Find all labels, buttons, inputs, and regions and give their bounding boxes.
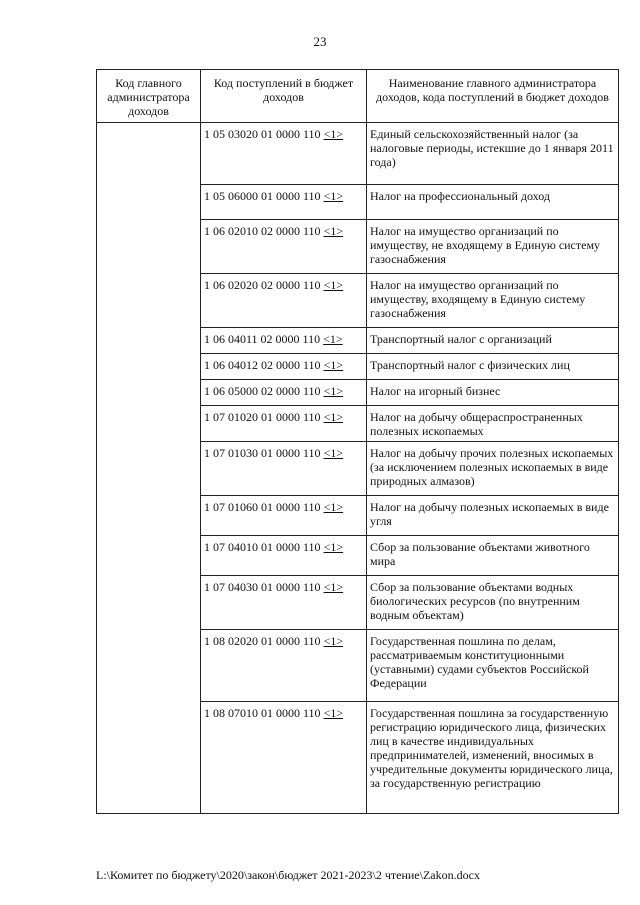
revenue-name-cell: Налог на имущество организаций по имуществу, входящему в Единую систему газоснабжения [367, 274, 619, 328]
revenue-name-cell: Налог на добычу полезных ископаемых в виде угля [367, 496, 619, 536]
revenue-code: 1 06 02010 02 0000 110 [204, 224, 321, 238]
footnote-ref-link[interactable]: <1> [323, 189, 344, 203]
revenue-name-cell: Налог на добычу прочих полезных ископаемых (за исключением полезных ископаемых в виде природных алмазов) [367, 442, 619, 496]
revenue-name-cell: Сбор за пользование объектами животного мира [367, 536, 619, 576]
table-body [97, 123, 619, 814]
revenue-name-cell: Единый сельскохозяйственный налог (за налоговые периоды, истекшие до 1 января 2011 года) [367, 123, 619, 185]
revenue-code-cell [201, 220, 367, 274]
revenue-code: 1 06 02020 02 0000 110 [204, 278, 321, 292]
footnote-ref-link[interactable]: <1> [323, 500, 344, 514]
footnote-ref-link[interactable]: <1> [323, 446, 344, 460]
revenue-code: 1 06 04011 02 0000 110 [204, 332, 321, 346]
revenue-code-cell [201, 702, 367, 814]
revenue-code-cell [201, 328, 367, 354]
footnote-ref-link[interactable]: <1> [323, 410, 344, 424]
revenue-code: 1 08 07010 01 0000 110 [204, 706, 321, 720]
revenue-code: 1 06 04012 02 0000 110 [204, 358, 321, 372]
revenue-code-cell [201, 185, 367, 220]
revenue-name-cell: Налог на имущество организаций по имуществу, не входящему в Единую систему газоснабжения [367, 220, 619, 274]
page-number: 23 [313, 34, 327, 49]
revenue-code: 1 08 02020 01 0000 110 [204, 634, 321, 648]
admin-code-cell [97, 123, 201, 814]
revenue-code-cell [201, 354, 367, 380]
footnote-ref-link[interactable]: <1> [323, 706, 344, 720]
revenue-code-cell [201, 123, 367, 185]
revenue-name-cell: Налог на профессиональный доход [367, 185, 619, 220]
revenue-code-cell [201, 630, 367, 702]
revenue-code: 1 07 01020 01 0000 110 [204, 410, 321, 424]
footnote-ref-link[interactable]: <1> [323, 634, 344, 648]
revenue-name-cell: Налог на добычу общераспространенных полезных ископаемых [367, 406, 619, 442]
document-path: L:\Комитет по бюджету\2020\закон\бюджет 2021-2023\2 чтение\Zakon.docx [96, 868, 480, 882]
revenue-name-cell: Транспортный налог с физических лиц [367, 354, 619, 380]
revenue-code-cell [201, 442, 367, 496]
revenue-name-cell: Налог на игорный бизнес [367, 380, 619, 406]
table-row [97, 123, 619, 185]
revenue-code: 1 07 04030 01 0000 110 [204, 580, 321, 594]
footnote-ref-link[interactable]: <1> [323, 540, 344, 554]
revenue-codes-table [96, 69, 619, 814]
footnote-ref-link[interactable]: <1> [323, 127, 344, 141]
revenue-code-cell [201, 576, 367, 630]
footnote-ref-link[interactable]: <1> [323, 358, 344, 372]
revenue-code-cell [201, 406, 367, 442]
header-admin-code: Код главного администратора доходов [97, 70, 201, 123]
table-header-row [97, 70, 619, 123]
revenue-code-cell [201, 380, 367, 406]
revenue-name-cell: Сбор за пользование объектами водных биологических ресурсов (по внутренним водным объектам) [367, 576, 619, 630]
revenue-code-cell [201, 536, 367, 576]
revenue-code: 1 05 03020 01 0000 110 [204, 127, 321, 141]
revenue-code: 1 07 01060 01 0000 110 [204, 500, 321, 514]
revenue-name-cell: Транспортный налог с организаций [367, 328, 619, 354]
revenue-code: 1 05 06000 01 0000 110 [204, 189, 321, 203]
footnote-ref-link[interactable]: <1> [323, 384, 344, 398]
revenue-name-cell: Государственная пошлина по делам, рассматриваемым конституционными (уставными) судами субъектов Российской Федерации [367, 630, 619, 702]
revenue-code: 1 07 01030 01 0000 110 [204, 446, 321, 460]
header-name: Наименование главного администратора доходов, кода поступлений в бюджет доходов [367, 70, 619, 123]
revenue-code: 1 07 04010 01 0000 110 [204, 540, 321, 554]
footnote-ref-link[interactable]: <1> [323, 332, 343, 346]
revenue-name-cell: Государственная пошлина за государственную регистрацию юридического лица, физических лиц в качестве индивидуальных предпринимателей, изменений, вносимых в учредительные документы юридического лица, за государственную регистрацию [367, 702, 619, 814]
footnote-ref-link[interactable]: <1> [323, 224, 344, 238]
footnote-ref-link[interactable]: <1> [323, 278, 344, 292]
footnote-ref-link[interactable]: <1> [323, 580, 344, 594]
revenue-code-cell [201, 274, 367, 328]
revenue-code-cell [201, 496, 367, 536]
header-revenue-code: Код поступлений в бюджет доходов [201, 70, 367, 123]
revenue-code: 1 06 05000 02 0000 110 [204, 384, 321, 398]
